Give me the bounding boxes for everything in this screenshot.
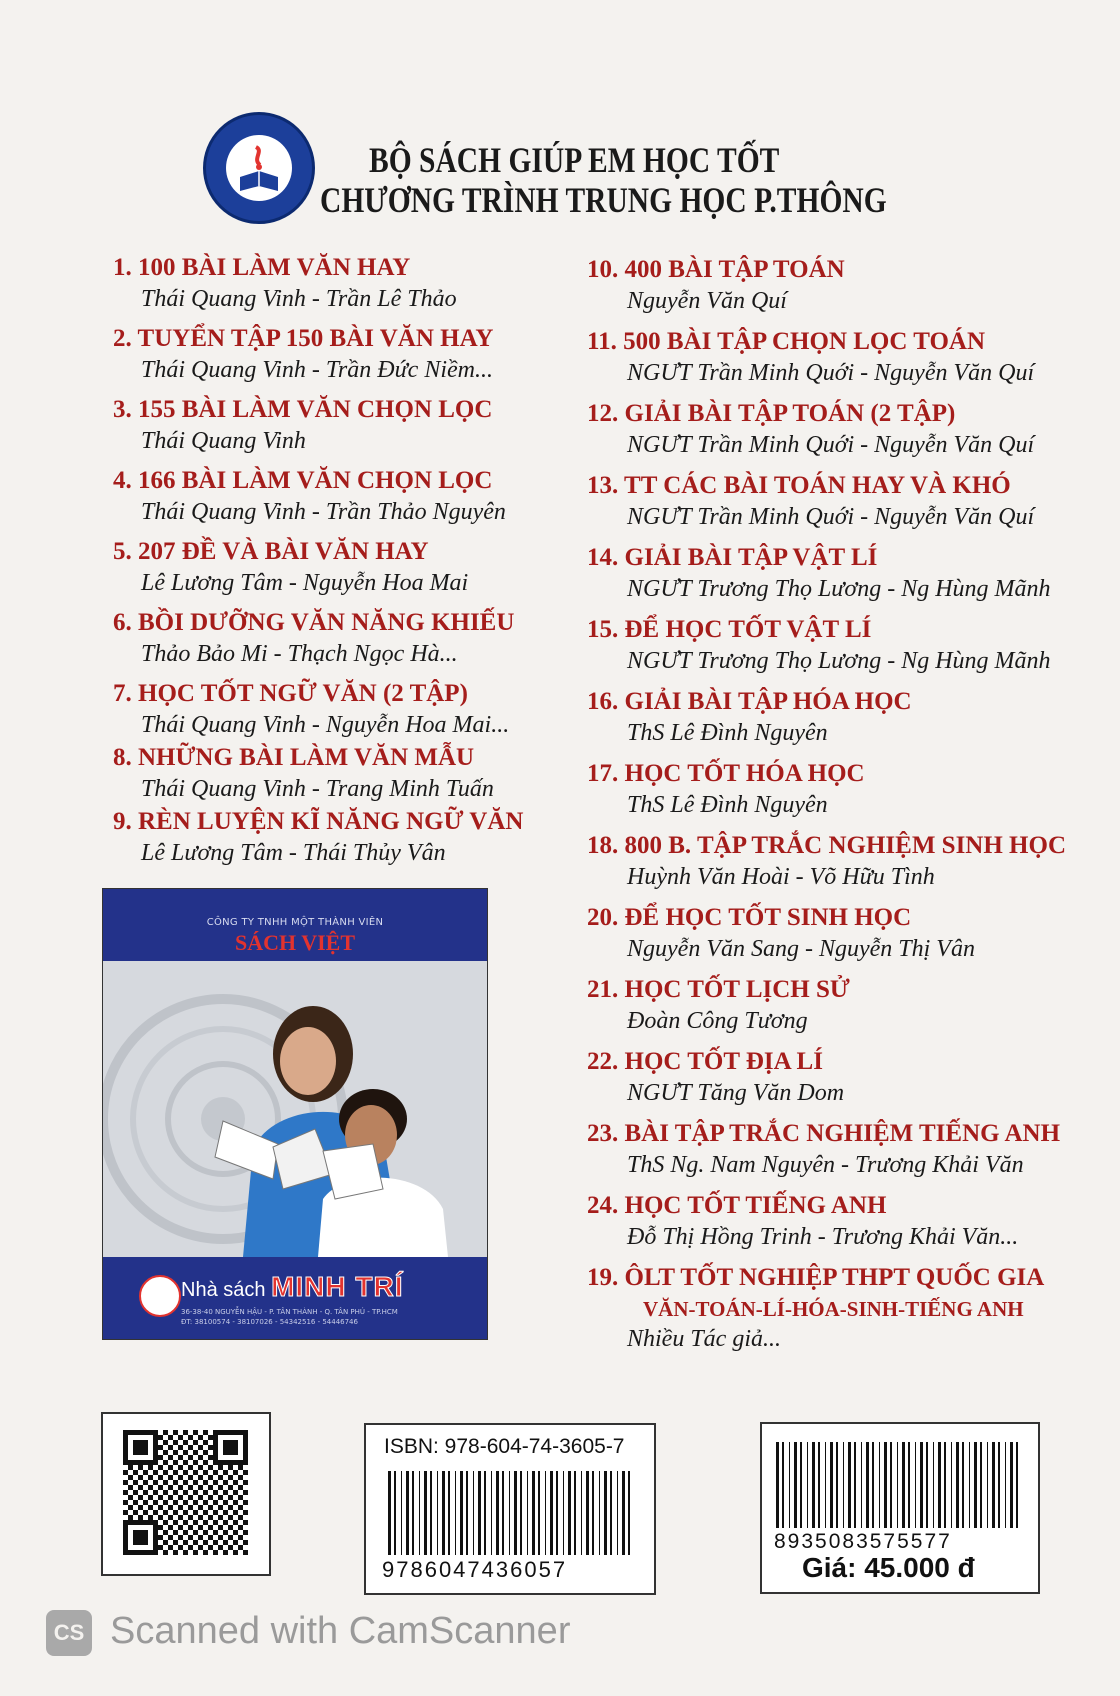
list-item (113, 394, 523, 465)
book-title: 13. TT CÁC BÀI TOÁN HAY VÀ KHÓ (587, 472, 1011, 499)
list-item (113, 465, 523, 536)
book-author: NGƯT Trương Thọ Lương - Ng Hùng Mãnh (627, 648, 1051, 674)
book-subtitle: VĂN-TOÁN-LÍ-HÓA-SINH-TIẾNG ANH (643, 1297, 1024, 1321)
ad-company: CÔNG TY TNHH MỘT THÀNH VIÊN (206, 917, 384, 928)
book-title: 20. ĐỂ HỌC TỐT SINH HỌC (587, 904, 912, 931)
list-item (113, 678, 523, 742)
book-title: 23. BÀI TẬP TRẮC NGHIỆM TIẾNG ANH (587, 1120, 1061, 1147)
list-item (587, 830, 1066, 902)
list-item (587, 398, 1066, 470)
ad-footer (103, 1257, 487, 1339)
list-item (113, 607, 523, 678)
book-author: Thái Quang Vinh - Trần Lê Thảo (141, 286, 457, 312)
price-barcode (760, 1422, 1040, 1594)
publisher-logo (203, 112, 315, 224)
book-author: NGƯT Trần Minh Quới - Nguyễn Văn Quí (627, 360, 1035, 386)
isbn-label: ISBN: 978-604-74-3605-7 (384, 1435, 625, 1458)
ad-store-name: MINH TRÍ (271, 1271, 404, 1302)
series-title (320, 140, 887, 220)
list-item (113, 742, 523, 806)
ad-brand: SÁCH VIỆT (234, 930, 356, 955)
book-list-right (587, 254, 1067, 1352)
series-title-line2: CHƯƠNG TRÌNH TRUNG HỌC P.THÔNG (320, 180, 887, 220)
book-author: Thái Quang Vinh - Trang Minh Tuấn (141, 776, 494, 802)
list-item (587, 470, 1066, 542)
ad-address-line2: ĐT: 38100574 - 38107026 - 54342516 - 54446746 (181, 1318, 358, 1326)
ean-digits: 8935083575577 (774, 1530, 952, 1553)
book-author: ThS Lê Đình Nguyên (627, 792, 828, 818)
book-title: 19. ÔLT TỐT NGHIỆP THPT QUỐC GIA (587, 1264, 1045, 1291)
book-title: 11. 500 BÀI TẬP CHỌN LỌC TOÁN (587, 328, 985, 355)
book-title: 21. HỌC TỐT LỊCH SỬ (587, 976, 850, 1003)
book-title: 10. 400 BÀI TẬP TOÁN (587, 256, 845, 283)
list-item (587, 1046, 1066, 1118)
list-item (587, 254, 1066, 326)
book-title: 22. HỌC TỐT ĐỊA LÍ (587, 1048, 823, 1075)
camscanner-icon-text: CS (53, 1620, 85, 1645)
qr-code (101, 1412, 271, 1576)
book-title: 5. 207 ĐỀ VÀ BÀI VĂN HAY (113, 538, 429, 565)
book-title: 24. HỌC TỐT TIẾNG ANH (587, 1192, 887, 1219)
book-title: 7. HỌC TỐT NGỮ VĂN (2 TẬP) (113, 680, 468, 707)
book-list-left (113, 252, 523, 870)
book-author: Đoàn Công Tương (627, 1008, 808, 1034)
ad-store (181, 1271, 404, 1303)
book-author: ThS Ng. Nam Nguyên - Trương Khải Văn (627, 1152, 1024, 1178)
list-item (587, 542, 1066, 614)
book-author: NGƯT Trần Minh Quới - Nguyễn Văn Quí (627, 504, 1035, 530)
ad-header (103, 889, 487, 961)
ad-store-prefix: Nhà sách (181, 1279, 266, 1301)
list-item (587, 758, 1066, 830)
book-author: NGƯT Tăng Văn Dom (627, 1080, 845, 1106)
list-item (587, 614, 1066, 686)
book-author: Lê Lương Tâm - Nguyễn Hoa Mai (141, 570, 469, 596)
camscanner-icon (46, 1610, 92, 1656)
ad-address (181, 1307, 398, 1327)
list-item (587, 1190, 1066, 1262)
list-item (113, 323, 523, 394)
book-title: 17. HỌC TỐT HÓA HỌC (587, 760, 865, 787)
book-author: Nhiều Tác giả... (627, 1326, 781, 1352)
book-title: 12. GIẢI BÀI TẬP TOÁN (2 TẬP) (587, 400, 956, 427)
book-author: Nguyễn Văn Sang - Nguyễn Thị Vân (627, 936, 975, 962)
list-item (113, 806, 523, 870)
book-title: 16. GIẢI BÀI TẬP HÓA HỌC (587, 688, 912, 715)
advertisement-picture (102, 888, 488, 1340)
list-item (113, 252, 523, 323)
list-item (113, 536, 523, 607)
book-author: Thái Quang Vinh - Nguyễn Hoa Mai... (141, 712, 510, 738)
list-item (587, 974, 1066, 1046)
camscanner-watermark: Scanned with CamScanner (110, 1610, 571, 1652)
book-title: 15. ĐỂ HỌC TỐT VẬT LÍ (587, 616, 872, 643)
book-author: Thảo Bảo Mi - Thạch Ngọc Hà... (141, 641, 458, 667)
store-logo-icon (139, 1275, 181, 1317)
book-title: 6. BỒI DƯỠNG VĂN NĂNG KHIẾU (113, 609, 515, 636)
book-title: 3. 155 BÀI LÀM VĂN CHỌN LỌC (113, 396, 493, 423)
book-author: Đỗ Thị Hồng Trinh - Trương Khải Văn... (627, 1224, 1019, 1250)
book-title: 2. TUYỂN TẬP 150 BÀI VĂN HAY (113, 325, 494, 352)
series-title-line1: BỘ SÁCH GIÚP EM HỌC TỐT (369, 140, 780, 180)
book-author: Nguyễn Văn Quí (627, 288, 787, 314)
qr-code-icon (103, 1414, 269, 1574)
book-author: Thái Quang Vinh - Trần Thảo Nguyên (141, 499, 506, 525)
list-item (587, 686, 1066, 758)
list-item (587, 902, 1066, 974)
book-author: NGƯT Trương Thọ Lương - Ng Hùng Mãnh (627, 576, 1051, 602)
isbn-barcode (364, 1423, 656, 1595)
list-item-last (587, 1262, 1066, 1352)
book-title: 9. RÈN LUYỆN KĨ NĂNG NGỮ VĂN (113, 808, 524, 835)
list-item (587, 1118, 1066, 1190)
book-author: Huỳnh Văn Hoài - Võ Hữu Tình (627, 864, 935, 890)
book-title: 4. 166 BÀI LÀM VĂN CHỌN LỌC (113, 467, 493, 494)
book-author: ThS Lê Đình Nguyên (627, 720, 828, 746)
book-title: 8. NHỮNG BÀI LÀM VĂN MẪU (113, 744, 475, 771)
book-title: 1. 100 BÀI LÀM VĂN HAY (113, 254, 411, 281)
isbn-digits: 9786047436057 (382, 1557, 568, 1582)
ad-address-line1: 36-38-40 NGUYỄN HẬU - P. TÂN THÀNH - Q. TÂN PHÚ - TP.HCM (181, 1308, 398, 1316)
book-author: Thái Quang Vinh - Trần Đức Niềm... (141, 357, 493, 383)
book-title: 18. 800 B. TẬP TRẮC NGHIỆM SINH HỌC (587, 832, 1067, 859)
logo-book-icon (206, 115, 312, 221)
book-title: 14. GIẢI BÀI TẬP VẬT LÍ (587, 544, 878, 571)
price-label: Giá: 45.000 đ (802, 1552, 975, 1583)
book-author: NGƯT Trần Minh Quới - Nguyễn Văn Quí (627, 432, 1035, 458)
list-item (587, 326, 1066, 398)
book-author: Lê Lương Tâm - Thái Thủy Vân (141, 840, 446, 866)
book-author: Thái Quang Vinh (141, 428, 306, 454)
